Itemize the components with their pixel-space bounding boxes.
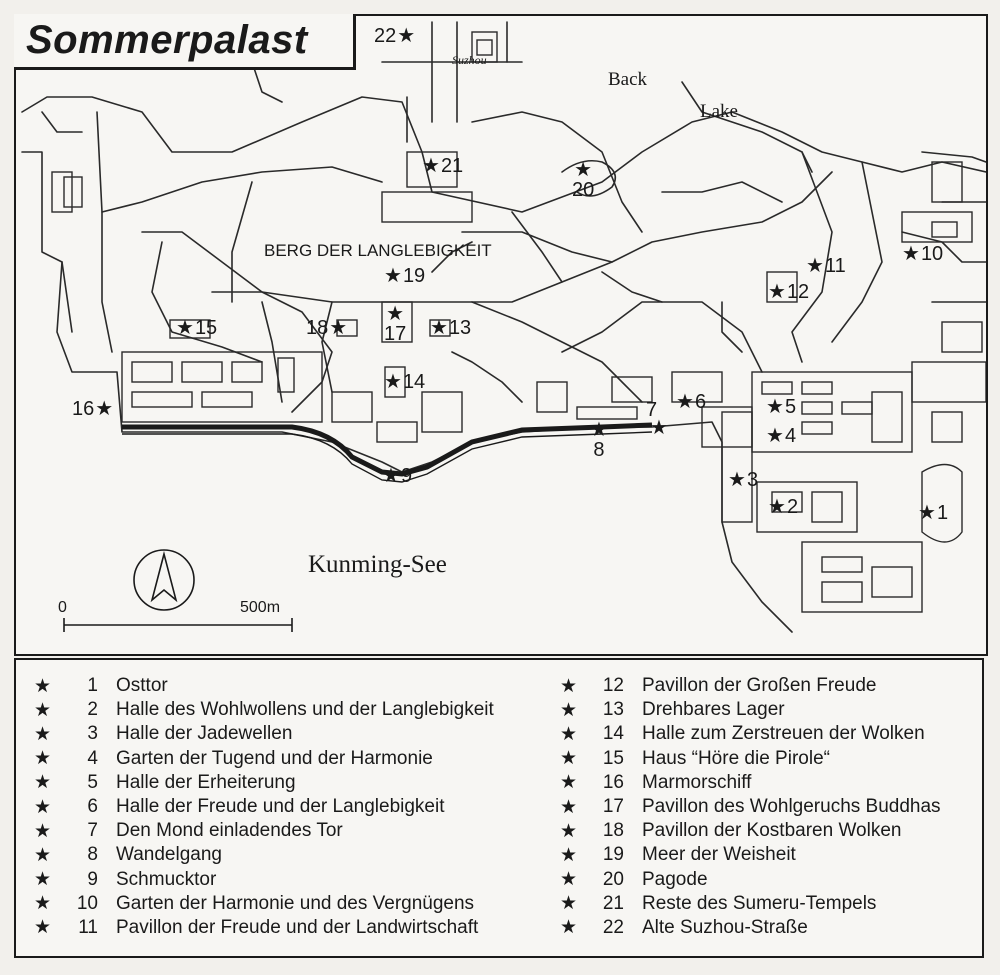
map-marker-14[interactable]: ★ 14	[384, 371, 426, 393]
legend-text: Marmorschiff	[642, 771, 752, 793]
north-compass-icon	[134, 550, 194, 610]
legend-number: 8	[87, 844, 98, 866]
legend-item	[560, 674, 941, 698]
star-icon: ★	[560, 675, 578, 697]
legend-text: Pavillon der Kostbaren Wolken	[642, 820, 902, 842]
star-icon: ★	[560, 796, 578, 818]
legend-number: 14	[602, 723, 624, 745]
map-marker-21[interactable]: ★ 21	[422, 155, 464, 177]
star-icon: ★	[384, 371, 402, 393]
scale-end-label: 500m	[240, 599, 281, 616]
star-icon: ★	[560, 772, 578, 794]
legend-number: 10	[76, 892, 98, 914]
star-icon: ★	[34, 869, 52, 891]
legend-text: Halle der Erheiterung	[116, 771, 296, 793]
legend-text: Halle des Wohlwollens und der Langlebigkeit	[116, 699, 494, 721]
legend-item	[34, 916, 494, 940]
star-icon: ★	[574, 159, 593, 181]
legend-item	[34, 674, 494, 698]
map-marker-4[interactable]: ★ 4	[766, 425, 797, 447]
legend-number: 13	[602, 699, 624, 721]
map-marker-15[interactable]: ★ 15	[176, 317, 218, 339]
map-marker-22[interactable]: 22 ★	[374, 25, 416, 47]
map-marker-9[interactable]: ★ 9	[382, 465, 413, 487]
legend-text: Garten der Tugend und der Harmonie	[116, 747, 433, 769]
legend-item	[34, 722, 494, 746]
map-marker-8[interactable]: ★ 8	[590, 419, 608, 461]
star-icon: ★	[560, 820, 578, 842]
legend-text: Pavillon der Freude und der Landwirtschaft	[116, 916, 479, 938]
legend-item	[560, 916, 941, 940]
legend-item	[34, 771, 494, 795]
legend-number: 7	[87, 820, 98, 842]
map-marker-18[interactable]: 18 ★	[306, 317, 348, 339]
legend-text: Osttor	[116, 675, 168, 697]
label-back: Back	[608, 69, 648, 90]
legend-item	[34, 819, 494, 843]
legend-item	[560, 868, 941, 892]
legend-text: Halle zum Zerstreuen der Wolken	[642, 723, 925, 745]
map-marker-2[interactable]: ★ 2	[768, 496, 799, 518]
scale-start-label: 0	[58, 599, 67, 616]
legend-item	[34, 868, 494, 892]
legend-text: Wandelgang	[116, 844, 222, 866]
legend-number: 3	[87, 723, 98, 745]
star-icon: ★	[34, 893, 52, 915]
star-icon: ★	[560, 844, 578, 866]
legend-text: Reste des Sumeru-Tempels	[642, 892, 877, 914]
legend-item	[560, 771, 941, 795]
legend-column-left	[34, 674, 494, 940]
legend-item	[560, 747, 941, 771]
star-icon: ★	[430, 317, 448, 339]
star-icon: ★	[34, 675, 52, 697]
star-icon: ★	[34, 844, 52, 866]
star-icon: ★	[768, 281, 786, 303]
star-icon: ★	[918, 502, 936, 524]
star-icon: ★	[34, 748, 52, 770]
legend	[14, 658, 984, 958]
legend-text: Pavillon der Großen Freude	[642, 675, 877, 697]
map-marker-7[interactable]: 7 ★	[646, 399, 668, 439]
star-icon: ★	[560, 869, 578, 891]
legend-item	[560, 698, 941, 722]
star-icon: ★	[34, 917, 52, 939]
park-boundary	[22, 97, 986, 212]
legend-item	[34, 747, 494, 771]
legend-item	[560, 795, 941, 819]
star-icon: ★	[766, 425, 784, 447]
map-marker-19[interactable]: ★ 19	[384, 265, 426, 287]
legend-number: 5	[87, 771, 98, 793]
legend-text: Den Mond einladendes Tor	[116, 820, 343, 842]
legend-item	[34, 795, 494, 819]
legend-text: Halle der Jadewellen	[116, 723, 293, 745]
map-drawing	[16, 16, 986, 654]
map-marker-20[interactable]: ★ 20	[572, 159, 595, 201]
legend-text: Meer der Weisheit	[642, 844, 796, 866]
label-kunming-lake: Kunming-See	[308, 551, 447, 578]
star-icon: ★	[95, 398, 114, 420]
map-marker-10[interactable]: ★ 10	[902, 243, 944, 265]
legend-column-right	[560, 674, 941, 940]
legend-number: 18	[602, 820, 624, 842]
star-icon: ★	[422, 155, 440, 177]
star-icon: ★	[384, 265, 402, 287]
star-icon: ★	[329, 317, 348, 339]
star-icon: ★	[902, 243, 920, 265]
map-marker-3[interactable]: ★ 3	[728, 469, 759, 491]
map-marker-11[interactable]: ★ 11	[806, 255, 846, 277]
legend-text: Schmucktor	[116, 868, 217, 890]
star-icon: ★	[590, 419, 608, 441]
legend-number: 16	[602, 771, 624, 793]
star-icon: ★	[728, 469, 746, 491]
legend-text: Drehbares Lager	[642, 699, 785, 721]
label-suzhou: Suzhou	[452, 53, 487, 67]
legend-text: Garten der Harmonie und des Vergnügens	[116, 892, 475, 914]
legend-number: 11	[78, 916, 98, 938]
legend-number: 22	[602, 916, 624, 938]
star-icon: ★	[560, 748, 578, 770]
star-icon: ★	[397, 25, 416, 47]
star-icon: ★	[34, 820, 52, 842]
legend-number: 19	[602, 844, 624, 866]
legend-number: 9	[87, 868, 98, 890]
legend-item	[34, 843, 494, 867]
map-marker-12[interactable]: ★ 12	[768, 281, 810, 303]
legend-number: 1	[87, 675, 98, 697]
legend-number: 20	[602, 868, 624, 890]
star-icon: ★	[34, 699, 52, 721]
star-icon: ★	[560, 893, 578, 915]
legend-number: 12	[602, 675, 624, 697]
star-icon: ★	[560, 917, 578, 939]
star-icon: ★	[676, 391, 694, 413]
legend-item	[560, 819, 941, 843]
star-icon: ★	[650, 417, 668, 439]
legend-text: Alte Suzhou-Straße	[642, 916, 808, 938]
map-marker-1[interactable]: ★ 1	[918, 502, 949, 524]
legend-item	[560, 843, 941, 867]
legend-item	[560, 892, 941, 916]
label-hill: BERG DER LANGLEBIGKEIT	[264, 241, 492, 260]
legend-number: 15	[602, 747, 624, 769]
star-icon: ★	[386, 303, 405, 325]
legend-text: Halle der Freude und der Langlebigkeit	[116, 796, 445, 818]
legend-number: 4	[87, 747, 98, 769]
star-icon: ★	[176, 317, 194, 339]
map-area	[14, 14, 988, 656]
legend-text: Pavillon des Wohlgeruchs Buddhas	[642, 796, 941, 818]
legend-item	[34, 698, 494, 722]
map-marker-6[interactable]: ★ 6	[676, 391, 707, 413]
map-marker-13[interactable]: ★ 13	[430, 317, 472, 339]
legend-number: 6	[87, 796, 98, 818]
star-icon: ★	[382, 465, 400, 487]
label-lake: Lake	[700, 101, 738, 122]
star-icon: ★	[34, 796, 52, 818]
legend-text: Haus “Höre die Pirole“	[642, 747, 830, 769]
legend-item	[34, 892, 494, 916]
legend-number: 2	[87, 699, 98, 721]
legend-number: 21	[602, 892, 624, 914]
star-icon: ★	[806, 255, 824, 277]
map-marker-5[interactable]: ★ 5	[766, 396, 797, 418]
scale-bar	[64, 618, 292, 632]
map-title: Sommerpalast	[14, 14, 356, 70]
legend-text: Pagode	[642, 868, 708, 890]
star-icon: ★	[34, 772, 52, 794]
star-icon: ★	[560, 699, 578, 721]
map-marker-16[interactable]: 16 ★	[72, 398, 114, 420]
map-marker-17[interactable]: ★ 17	[384, 303, 407, 345]
star-icon: ★	[766, 396, 784, 418]
legend-item	[560, 722, 941, 746]
star-icon: ★	[560, 723, 578, 745]
legend-number: 17	[602, 796, 624, 818]
star-icon: ★	[768, 496, 786, 518]
star-icon: ★	[34, 723, 52, 745]
